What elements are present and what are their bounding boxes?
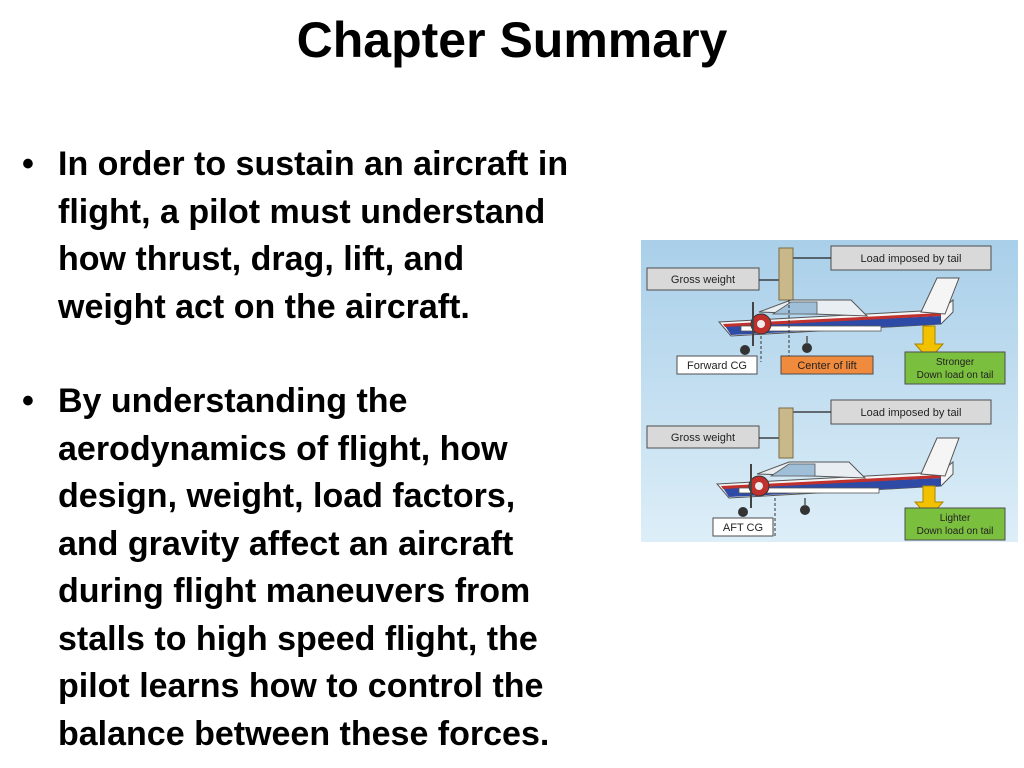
center-of-lift-label: Center of lift [797,360,857,372]
gross-weight-label: Gross weight [670,274,736,286]
cg-diagram-figure [641,240,1018,542]
bullet-line: and gravity affect an aircraft [58,524,514,563]
bullet-dot: • [22,382,34,420]
bullet-line: aerodynamics of flight, how [58,429,508,468]
tail-load-label-2: Down load on tail [916,370,994,381]
aft-cg-label: AFT CG [722,522,764,534]
bullet-line: In order to sustain an aircraft in [58,145,569,183]
bullet-item [18,378,668,758]
tail-load-label-1: Stronger [935,357,975,368]
bullet-line: during flight maneuvers from [58,572,531,610]
load-label: Load imposed by tail [860,407,962,419]
bullet-line: pilot learns how to control the [58,667,544,705]
bullet-line: balance between these forces. [58,714,550,753]
bullet-line: how thrust, drag, lift, and [58,240,465,278]
bullet-list [18,141,668,758]
weight-column [779,248,793,300]
tail-load-label-1: Lighter [939,513,971,524]
bullet-line: stalls to high speed flight, the [58,619,538,658]
weight-column [779,408,793,458]
bullet-line: design, weight, load factors, [58,477,516,515]
tail-load-label-2: Down load on tail [916,526,994,537]
bullet-item [18,141,668,331]
forward-cg-label: Forward CG [687,360,747,372]
gross-weight-label: Gross weight [670,432,736,444]
bullet-line: flight, a pilot must understand [58,192,546,231]
page-title: Chapter Summary [296,12,728,68]
load-label: Load imposed by tail [860,253,962,265]
bullet-dot: • [22,145,34,183]
bullet-line: By understanding the [58,382,408,420]
bullet-line: weight act on the aircraft. [58,287,470,326]
